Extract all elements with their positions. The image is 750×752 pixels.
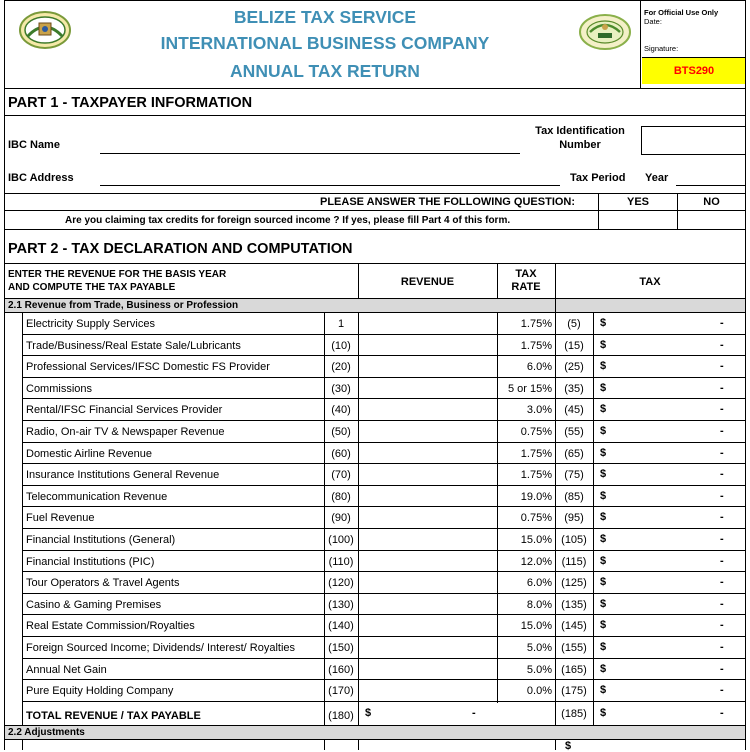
row-line-code: (90) bbox=[331, 512, 351, 524]
section-2-2-heading: 2.2 Adjustments bbox=[8, 727, 85, 738]
row-label: Telecommunication Revenue bbox=[26, 491, 168, 503]
row-tax-rate: 5.0% bbox=[526, 664, 552, 676]
tin-label bbox=[525, 124, 635, 152]
row-tax-currency: $ bbox=[600, 403, 607, 415]
row-label: Domestic Airline Revenue bbox=[26, 448, 152, 460]
row-tax-currency: $ bbox=[600, 598, 607, 610]
row-tax-code: (105) bbox=[561, 534, 587, 546]
table-row bbox=[0, 615, 750, 637]
row-line-code: (140) bbox=[328, 620, 354, 632]
row-tax-rate: 19.0% bbox=[520, 491, 552, 503]
row-tax-value[interactable]: - bbox=[720, 490, 724, 502]
total-row bbox=[0, 703, 750, 725]
part2-instructions bbox=[8, 268, 226, 294]
row-label: Real Estate Commission/Royalties bbox=[26, 620, 195, 632]
row-tax-code: (45) bbox=[564, 404, 584, 416]
table-row bbox=[0, 637, 750, 659]
row-tax-value[interactable]: - bbox=[720, 339, 724, 351]
row-tax-value[interactable]: - bbox=[720, 317, 724, 329]
row-tax-rate: 15.0% bbox=[520, 620, 552, 632]
row-tax-rate: 6.0% bbox=[526, 577, 552, 589]
tax-period-label: Tax Period bbox=[570, 172, 626, 184]
tax-column-header: TAX bbox=[639, 276, 661, 288]
row-label: Casino & Gaming Premises bbox=[26, 599, 162, 611]
row-tax-currency: $ bbox=[600, 641, 607, 653]
row-line-code: (120) bbox=[328, 577, 354, 589]
ibc-address-field[interactable] bbox=[100, 180, 560, 186]
table-row bbox=[0, 572, 750, 594]
row-tax-currency: $ bbox=[600, 447, 607, 459]
row-tax-code: (5) bbox=[567, 318, 581, 330]
row-line-code: (130) bbox=[328, 599, 354, 611]
row-line-code: (30) bbox=[331, 383, 351, 395]
row-label: Professional Services/IFSC Domestic FS Provider bbox=[26, 361, 270, 373]
row-tax-rate: 12.0% bbox=[520, 556, 552, 568]
total-tax-value[interactable]: - bbox=[720, 707, 724, 719]
row-revenue-field[interactable] bbox=[359, 573, 496, 592]
row-tax-rate: 5.0% bbox=[526, 642, 552, 654]
table-row bbox=[0, 378, 750, 400]
row-line-code: (170) bbox=[328, 685, 354, 697]
row-tax-code: (135) bbox=[561, 599, 587, 611]
row-tax-currency: $ bbox=[600, 576, 607, 588]
table-row bbox=[0, 659, 750, 681]
row-tax-code: (155) bbox=[561, 642, 587, 654]
row-line-code: (40) bbox=[331, 404, 351, 416]
part2-instructions-line1: ENTER THE REVENUE FOR THE BASIS YEAR bbox=[8, 269, 227, 280]
row-tax-rate: 6.0% bbox=[526, 361, 552, 373]
row-revenue-field[interactable] bbox=[359, 357, 496, 376]
row-line-code: (150) bbox=[328, 642, 354, 654]
row-tax-value[interactable]: - bbox=[720, 360, 724, 372]
row-label: Fuel Revenue bbox=[26, 512, 95, 524]
row-label: Financial Institutions (PIC) bbox=[26, 556, 155, 568]
ibc-address-label: IBC Address bbox=[8, 172, 74, 184]
row-revenue-field[interactable] bbox=[359, 508, 496, 527]
row-tax-code: (175) bbox=[561, 685, 587, 697]
row-tax-currency: $ bbox=[600, 382, 607, 394]
row-tax-value[interactable]: - bbox=[720, 468, 724, 480]
total-code: (180) bbox=[328, 710, 354, 722]
total-tax-code: (185) bbox=[561, 708, 587, 720]
table-row bbox=[0, 551, 750, 573]
total-tax-currency: $ bbox=[600, 707, 607, 719]
row-tax-value[interactable]: - bbox=[720, 511, 724, 523]
row-tax-currency: $ bbox=[600, 663, 607, 675]
row-tax-currency: $ bbox=[600, 555, 607, 567]
row-revenue-field[interactable] bbox=[359, 552, 496, 571]
row-line-code: (10) bbox=[331, 340, 351, 352]
header-title-line-1: BELIZE TAX SERVICE bbox=[233, 7, 417, 27]
question-heading: PLEASE ANSWER THE FOLLOWING QUESTION: bbox=[320, 196, 576, 208]
row-tax-value[interactable]: - bbox=[720, 663, 724, 675]
table-row bbox=[0, 464, 750, 486]
row-tax-currency: $ bbox=[600, 317, 607, 329]
table-row bbox=[0, 529, 750, 551]
row-tax-rate: 8.0% bbox=[526, 599, 552, 611]
row-line-code: (110) bbox=[328, 556, 354, 568]
year-field[interactable] bbox=[676, 180, 745, 186]
part2-heading: PART 2 - TAX DECLARATION AND COMPUTATION bbox=[8, 241, 353, 257]
part2-instructions-line2: AND COMPUTE THE TAX PAYABLE bbox=[8, 282, 176, 293]
table-row bbox=[0, 507, 750, 529]
table-row bbox=[0, 399, 750, 421]
row-label: Rental/IFSC Financial Services Provider bbox=[26, 404, 223, 416]
header-title-line-3: ANNUAL TAX RETURN bbox=[230, 61, 420, 81]
row-tax-code: (35) bbox=[564, 383, 584, 395]
total-revenue-value[interactable]: - bbox=[472, 707, 476, 719]
row-tax-value[interactable]: - bbox=[720, 555, 724, 567]
row-tax-value[interactable]: - bbox=[720, 576, 724, 588]
row-tax-rate: 0.0% bbox=[526, 685, 552, 697]
row-tax-value[interactable]: - bbox=[720, 641, 724, 653]
ibc-name-field[interactable] bbox=[100, 148, 520, 154]
row-tax-rate: 5 or 15% bbox=[507, 383, 552, 395]
row-tax-value[interactable]: - bbox=[720, 598, 724, 610]
row-tax-code: (115) bbox=[561, 556, 587, 568]
tin-field[interactable] bbox=[641, 126, 746, 155]
row-tax-value[interactable]: - bbox=[720, 425, 724, 437]
row-tax-code: (125) bbox=[561, 577, 587, 589]
part1-heading: PART 1 - TAXPAYER INFORMATION bbox=[8, 95, 253, 111]
row-tax-rate: 0.75% bbox=[520, 426, 552, 438]
row-tax-currency: $ bbox=[600, 533, 607, 545]
tin-label-line1: Tax Identification bbox=[535, 125, 625, 137]
row-tax-currency: $ bbox=[600, 684, 607, 696]
row-tax-rate: 1.75% bbox=[520, 340, 552, 352]
row-revenue-field[interactable] bbox=[359, 444, 496, 463]
signature-label: Signature: bbox=[644, 44, 679, 53]
row-label: Insurance Institutions General Revenue bbox=[26, 469, 220, 481]
row-label: Tour Operators & Travel Agents bbox=[26, 577, 180, 589]
row-label: Foreign Sourced Income; Dividends/ Interest/ Royalties bbox=[26, 642, 296, 654]
row-tax-code: (15) bbox=[564, 340, 584, 352]
ibc-name-label: IBC Name bbox=[8, 139, 60, 151]
row-line-code: (60) bbox=[331, 448, 351, 460]
table-row bbox=[0, 421, 750, 443]
table-row bbox=[0, 313, 750, 335]
row-tax-value[interactable]: - bbox=[720, 382, 724, 394]
row-tax-currency: $ bbox=[600, 490, 607, 502]
row-label: Radio, On-air TV & Newspaper Revenue bbox=[26, 426, 225, 438]
yes-option[interactable]: YES bbox=[626, 196, 649, 208]
tax-rate-header-line2: RATE bbox=[511, 281, 541, 293]
row-label: Electricity Supply Services bbox=[26, 318, 155, 330]
row-line-code: (100) bbox=[328, 534, 354, 546]
row-tax-rate: 1.75% bbox=[520, 469, 552, 481]
foreign-credit-question: Are you claiming tax credits for foreign sourced income ? If yes, please fill Part 4 of this form. bbox=[65, 215, 511, 226]
row-line-code: (160) bbox=[328, 664, 354, 676]
row-tax-code: (25) bbox=[564, 361, 584, 373]
row-tax-code: (65) bbox=[564, 448, 584, 460]
row-tax-value[interactable]: - bbox=[720, 447, 724, 459]
section-2-2-bar bbox=[5, 726, 745, 739]
tax-rate-column-header bbox=[497, 268, 555, 294]
row-label: Pure Equity Holding Company bbox=[26, 685, 174, 697]
row-tax-rate: 0.75% bbox=[520, 512, 552, 524]
table-row bbox=[0, 356, 750, 378]
table-row bbox=[0, 335, 750, 357]
row-revenue-field[interactable] bbox=[359, 336, 496, 355]
row-label: Financial Institutions (General) bbox=[26, 534, 176, 546]
row-revenue-field[interactable] bbox=[359, 616, 496, 635]
row-revenue-field[interactable] bbox=[359, 487, 496, 506]
table-row bbox=[0, 594, 750, 616]
header-title-line-2: INTERNATIONAL BUSINESS COMPANY bbox=[160, 33, 490, 53]
row-tax-currency: $ bbox=[600, 619, 607, 631]
official-use-label: For Official Use Only bbox=[644, 8, 719, 17]
row-tax-code: (85) bbox=[564, 491, 584, 503]
no-option[interactable]: NO bbox=[703, 196, 720, 208]
date-label: Date: bbox=[644, 17, 662, 26]
tin-label-line2: Number bbox=[559, 139, 601, 151]
revenue-column-header: REVENUE bbox=[400, 276, 455, 288]
row-tax-value[interactable]: - bbox=[720, 403, 724, 415]
row-tax-rate: 1.75% bbox=[520, 448, 552, 460]
row-line-code: (20) bbox=[331, 361, 351, 373]
row-tax-code: (145) bbox=[561, 620, 587, 632]
row-tax-code: (95) bbox=[564, 512, 584, 524]
row-revenue-field[interactable] bbox=[359, 400, 496, 419]
belize-coat-of-arms-logo bbox=[18, 10, 72, 50]
header bbox=[0, 0, 750, 90]
row-revenue-field[interactable] bbox=[359, 638, 496, 657]
table-row bbox=[0, 443, 750, 465]
row-tax-code: (55) bbox=[564, 426, 584, 438]
row-revenue-field[interactable] bbox=[359, 465, 496, 484]
belize-tax-service-seal-logo bbox=[578, 12, 632, 52]
row-revenue-field[interactable] bbox=[359, 422, 496, 441]
tax-rate-header-line1: TAX bbox=[515, 268, 537, 280]
section-2-1-heading: 2.1 Revenue from Trade, Business or Profession bbox=[8, 300, 239, 311]
form-code-badge: BTS290 bbox=[642, 57, 746, 84]
row-revenue-field[interactable] bbox=[359, 681, 496, 700]
total-revenue-currency: $ bbox=[365, 707, 372, 719]
row-tax-currency: $ bbox=[600, 468, 607, 480]
row-tax-value[interactable]: - bbox=[720, 619, 724, 631]
table-row bbox=[0, 486, 750, 508]
row-label: Annual Net Gain bbox=[26, 664, 107, 676]
row-tax-code: (75) bbox=[564, 469, 584, 481]
row-line-code: 1 bbox=[337, 318, 345, 330]
row-tax-value[interactable]: - bbox=[720, 533, 724, 545]
row-revenue-field[interactable] bbox=[359, 530, 496, 549]
row-tax-rate: 1.75% bbox=[520, 318, 552, 330]
row-tax-code: (165) bbox=[561, 664, 587, 676]
row-revenue-field[interactable] bbox=[359, 595, 496, 614]
row-line-code: (80) bbox=[331, 491, 351, 503]
row-tax-value[interactable]: - bbox=[720, 684, 724, 696]
row-tax-rate: 15.0% bbox=[520, 534, 552, 546]
row-line-code: (50) bbox=[331, 426, 351, 438]
row-tax-currency: $ bbox=[600, 339, 607, 351]
row-tax-rate: 3.0% bbox=[526, 404, 552, 416]
row-revenue-field[interactable] bbox=[359, 379, 496, 398]
row-tax-currency: $ bbox=[600, 360, 607, 372]
row-label: Commissions bbox=[26, 383, 93, 395]
row-tax-currency: $ bbox=[600, 425, 607, 437]
year-label: Year bbox=[645, 172, 669, 184]
row-tax-currency: $ bbox=[600, 511, 607, 523]
row-label: Trade/Business/Real Estate Sale/Lubricants bbox=[26, 340, 241, 352]
row-revenue-field[interactable] bbox=[359, 660, 496, 679]
total-label: TOTAL REVENUE / TAX PAYABLE bbox=[26, 710, 201, 722]
row-revenue-field[interactable] bbox=[359, 314, 496, 333]
row-line-code: (70) bbox=[331, 469, 351, 481]
partial-row-currency: $ bbox=[565, 740, 572, 752]
table-row bbox=[0, 680, 750, 702]
